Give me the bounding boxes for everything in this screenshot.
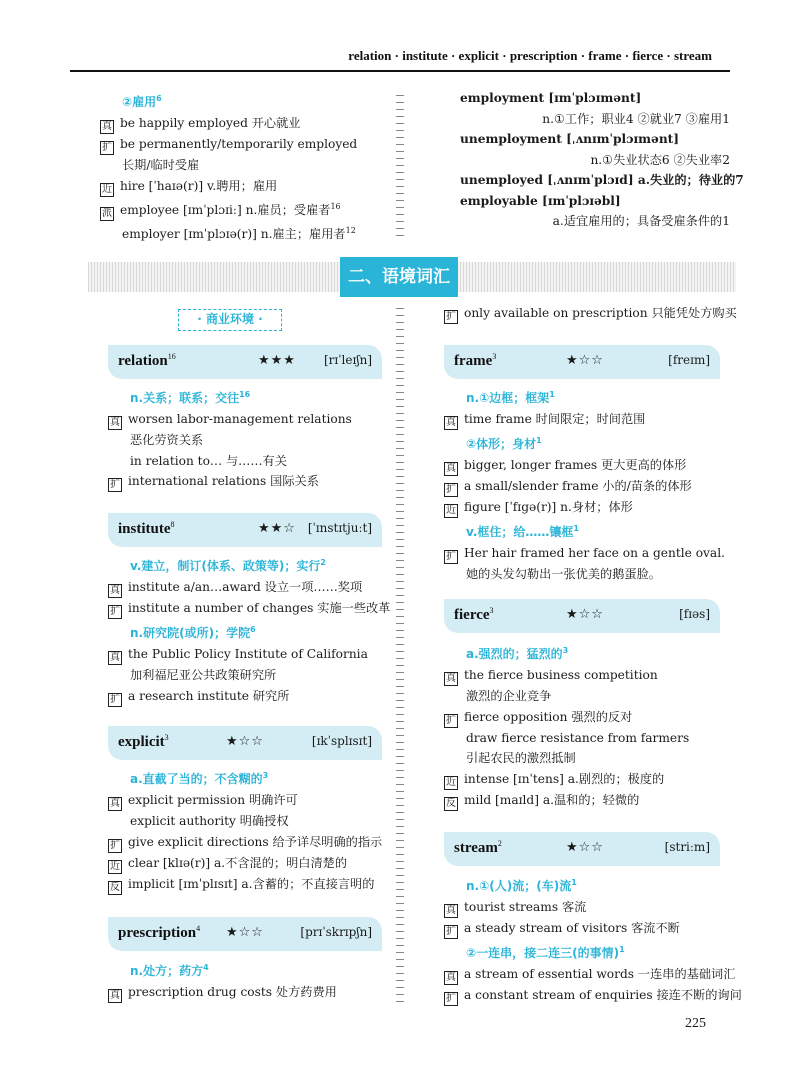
frequency-sup: 3 xyxy=(562,646,569,655)
sense-heading xyxy=(444,640,734,665)
mark-icon: 真 xyxy=(110,798,120,809)
entry-text: employee [ɪmˈplɔɪiː] n.雇员；受雇者 xyxy=(120,202,331,217)
entry-text: clear [klɪə(r)] a.不含混的；明白清楚的 xyxy=(128,855,348,870)
pronunciation: [prɪˈskrɪpʃn] xyxy=(300,925,372,939)
entry-text: mild [maɪld] a.温和的；轻微的 xyxy=(464,792,640,807)
headword xyxy=(118,924,200,942)
frequency-sup: 1 xyxy=(536,436,542,445)
running-title: relation · institute · explicit · prescription · frame · fierce · stream xyxy=(348,48,712,63)
entry-line xyxy=(444,455,734,476)
headword-text: institute xyxy=(118,521,171,537)
difficulty-stars: ★☆☆ xyxy=(566,840,604,855)
frequency-sup: 3 xyxy=(489,606,494,615)
sense-text: ②体形；身材 xyxy=(466,437,537,451)
entry-line xyxy=(108,874,398,895)
word-header-explicit xyxy=(108,726,382,760)
mark-icon: 反 xyxy=(110,881,120,893)
entry-line xyxy=(460,109,730,130)
headword-text: fierce xyxy=(454,607,490,623)
entries-fierce xyxy=(444,640,734,811)
entry-line xyxy=(444,897,734,918)
entry-line xyxy=(100,176,390,197)
entry-text: prescription drug costs 处方药费用 xyxy=(128,985,337,999)
entry-text: be permanently/temporarily employed xyxy=(120,137,358,151)
top-right-column xyxy=(460,88,744,232)
entry-line xyxy=(108,577,398,598)
entry-line xyxy=(100,197,390,221)
entry-text: a research institute 研究所 xyxy=(128,688,290,703)
entry-text: a stream of essential words 一连串的基础词汇 xyxy=(464,967,736,981)
word-header-fierce xyxy=(444,599,720,633)
entry-text: implicit [ɪmˈplɪsɪt] a.含蓄的；不直接言明的 xyxy=(128,876,375,891)
entry-text: institute a/an…award 设立一项……奖项 xyxy=(128,580,363,594)
topic-label: · 商业环境 · xyxy=(178,309,282,331)
pronunciation: [ˈɪnstɪtjuːt] xyxy=(307,521,372,535)
difficulty-stars: ★☆☆ xyxy=(226,925,264,940)
entry-text: a steady stream of visitors 客流不断 xyxy=(464,921,680,935)
entry-text: fierce opposition 强烈的反对 xyxy=(464,709,633,724)
mark-icon: 真 xyxy=(110,585,120,596)
mark-icon: 真 xyxy=(110,417,120,428)
entry-line xyxy=(108,471,398,492)
pronunciation: [striːm] xyxy=(664,840,710,854)
mark-icon: 扩 xyxy=(446,551,456,562)
headword xyxy=(454,352,496,370)
entry-line xyxy=(444,409,734,430)
entry-text: in relation to… 与……有关 xyxy=(130,453,287,468)
entry-line xyxy=(460,129,730,150)
entry-line xyxy=(444,707,734,728)
mark-icon: 真 xyxy=(102,121,112,132)
frequency-sup: 4 xyxy=(203,963,209,972)
entry-text: 她的头发勾勒出一张优美的鹅蛋脸。 xyxy=(466,567,661,581)
entry-line xyxy=(460,191,730,212)
word-header-frame xyxy=(444,345,720,379)
sense-text: n.①(人)流；(车)流 xyxy=(466,879,572,893)
pronunciation: [freɪm] xyxy=(668,353,710,367)
entries-frame xyxy=(444,384,734,585)
headword-text: frame xyxy=(454,353,493,369)
entry-text: hire [ˈhaɪə(r)] v.聘用；雇用 xyxy=(120,178,278,193)
sense-heading xyxy=(108,619,398,644)
entry-line xyxy=(460,211,730,232)
column-divider-top xyxy=(396,92,404,242)
headword-text: explicit xyxy=(118,734,165,750)
sense-heading xyxy=(444,518,734,543)
entry-line xyxy=(444,748,734,769)
entry-line xyxy=(444,476,734,497)
entry-text: be happily employed 开心就业 xyxy=(120,116,301,130)
mark-icon: 扩 xyxy=(446,993,456,1004)
entry-line xyxy=(100,155,390,176)
entry-text: tourist streams 客流 xyxy=(464,900,587,914)
headword xyxy=(118,733,169,751)
sense-heading xyxy=(444,384,734,409)
entry-line xyxy=(444,985,742,1006)
sense-heading xyxy=(444,430,734,455)
word-header-stream xyxy=(444,832,720,866)
sense-text: n.研究院(或所)；学院 xyxy=(130,626,251,640)
frequency-sup: 6 xyxy=(156,94,162,103)
running-header xyxy=(70,0,730,78)
difficulty-stars: ★☆☆ xyxy=(226,734,264,749)
entry-line xyxy=(444,564,734,585)
mark-icon: 真 xyxy=(446,905,456,916)
entries-stream xyxy=(444,872,742,1006)
entry-line xyxy=(108,598,398,619)
entry-text: Her hair framed her face on a gentle oval. xyxy=(464,546,725,560)
entry-text: the fierce business competition xyxy=(464,668,658,682)
entry-line xyxy=(108,430,398,451)
word-header-institute xyxy=(108,513,382,547)
entries-explicit xyxy=(108,765,398,895)
pronunciation: [fɪəs] xyxy=(679,607,710,621)
mark-icon: 扩 xyxy=(446,926,456,937)
entries-institute xyxy=(108,552,398,707)
entry-text: a.适宜雇用的；具备受雇条件的1 xyxy=(552,214,730,228)
entry-text: unemployment [ˌʌnɪmˈplɔɪmənt] xyxy=(460,132,680,146)
entry-text: give explicit directions 给予详尽明确的指示 xyxy=(128,834,383,849)
sense-text: n.处方；药方 xyxy=(130,964,204,978)
entry-line xyxy=(444,728,734,749)
frequency-sup: 16 xyxy=(239,390,251,399)
entries-prescription-cont xyxy=(444,303,737,324)
sense-text: n.①边框；框架 xyxy=(466,391,550,405)
entry-text: a small/slender frame 小的/苗条的体形 xyxy=(464,479,692,493)
entry-line xyxy=(108,409,398,430)
entry-text: employer [ɪmˈplɔɪə(r)] n.雇主；雇用者 xyxy=(122,226,346,241)
entry-text: worsen labor-management relations xyxy=(128,412,352,426)
header-rule xyxy=(70,70,730,72)
entry-text: institute a number of changes 实施一些改革 xyxy=(128,601,391,615)
frequency-sup: 16 xyxy=(330,201,341,211)
mark-icon: 真 xyxy=(446,972,456,983)
difficulty-stars: ★☆☆ xyxy=(566,353,604,368)
section-title: 二、语境词汇 xyxy=(340,257,458,297)
entry-text: 长期/临时受雇 xyxy=(122,158,200,172)
difficulty-stars: ★★☆ xyxy=(258,521,296,536)
sense-heading xyxy=(108,957,398,982)
entries-prescription xyxy=(108,957,398,1003)
entries-relation xyxy=(108,384,398,492)
word-header-relation xyxy=(108,345,382,379)
entry-text: 引起农民的激烈抵制 xyxy=(466,751,576,765)
entry-text: bigger, longer frames 更大更高的体形 xyxy=(464,458,687,472)
mark-icon: 扩 xyxy=(446,311,456,322)
entry-line xyxy=(444,964,734,985)
entry-line xyxy=(460,170,744,191)
sense-heading xyxy=(108,765,398,790)
entry-text: n.①工作；职业4 ②就业7 ③雇用1 xyxy=(542,111,730,126)
entry-line xyxy=(108,686,398,707)
entry-line xyxy=(444,686,734,707)
entry-text: time frame 时间限定；时间范围 xyxy=(464,412,646,426)
difficulty-stars: ★★★ xyxy=(258,353,296,368)
frequency-sup: 1 xyxy=(573,524,579,533)
sense-heading xyxy=(444,872,734,897)
word-header-prescription xyxy=(108,917,382,951)
frequency-sup: 6 xyxy=(250,625,256,634)
entry-line xyxy=(444,769,734,790)
entry-text: unemployed [ˌʌnɪmˈplɔɪd] a.失业的；待业的7 xyxy=(460,173,744,187)
entry-line xyxy=(100,221,390,245)
top-left-column xyxy=(100,88,390,244)
mark-icon: 扩 xyxy=(110,606,120,617)
entry-text: 加利福尼亚公共政策研究所 xyxy=(130,668,277,682)
entry-text: 激烈的企业竞争 xyxy=(466,689,552,703)
sense-text: v.框住；给……镶框 xyxy=(466,525,574,539)
mark-icon: 真 xyxy=(110,652,120,663)
entry-line xyxy=(108,665,398,686)
pronunciation: [ɪkˈsplɪsɪt] xyxy=(311,734,372,748)
entry-line xyxy=(108,853,398,874)
mark-icon: 扩 xyxy=(110,839,120,851)
headword-text: relation xyxy=(118,353,168,369)
frequency-sup: 12 xyxy=(345,225,356,235)
mark-icon: 真 xyxy=(446,463,456,474)
mark-icon: 真 xyxy=(446,417,456,428)
frequency-sup: 2 xyxy=(497,839,502,848)
frequency-sup: 8 xyxy=(170,520,175,529)
entry-line xyxy=(444,918,734,939)
entry-line xyxy=(444,497,734,518)
frequency-sup: 16 xyxy=(167,352,176,361)
sense-text: ②一连串，接二连三(的事情) xyxy=(466,946,620,960)
entry-line xyxy=(444,303,737,324)
entry-text: employable [ɪmˈplɔɪəbl] xyxy=(460,193,621,208)
mark-icon: 扩 xyxy=(446,484,456,495)
mark-icon: 近 xyxy=(110,860,120,872)
entry-text: a constant stream of enquiries 接连不断的询问 xyxy=(464,988,742,1002)
sense-text: a.直截了当的；不含糊的 xyxy=(130,772,263,786)
entry-text: intense [ɪnˈtens] a.剧烈的；极度的 xyxy=(464,771,665,786)
sense-heading xyxy=(108,552,398,577)
headword xyxy=(118,352,176,370)
entry-line xyxy=(108,790,398,811)
entry-text: draw fierce resistance from farmers xyxy=(466,730,690,745)
frequency-sup: 3 xyxy=(164,733,169,742)
entry-text: employment [ɪmˈplɔɪmənt] xyxy=(460,91,642,105)
entry-line xyxy=(444,790,734,811)
entry-line xyxy=(108,644,398,665)
entry-text: 恶化劳资关系 xyxy=(130,433,204,447)
mark-icon: 扩 xyxy=(110,693,120,705)
entry-line xyxy=(444,665,734,686)
entry-line xyxy=(460,88,730,109)
mark-icon: 真 xyxy=(446,673,456,684)
entry-line xyxy=(100,113,390,134)
headword xyxy=(118,520,175,538)
entry-line xyxy=(460,150,730,171)
mark-icon: 真 xyxy=(110,990,120,1001)
entry-line xyxy=(108,811,398,832)
entry-line xyxy=(108,832,398,853)
mark-icon: 扩 xyxy=(102,142,112,153)
mark-icon: 近 xyxy=(446,505,456,516)
frequency-sup: 1 xyxy=(571,878,577,887)
entry-line xyxy=(100,134,390,155)
entry-line xyxy=(108,451,398,472)
entry-text: figure [ˈfɪgə(r)] n.身材；体形 xyxy=(464,500,633,514)
mark-icon: 近 xyxy=(102,183,112,195)
entry-text: the Public Policy Institute of California xyxy=(128,647,368,661)
frequency-sup: 1 xyxy=(549,390,555,399)
frequency-sup: 2 xyxy=(320,558,326,567)
frequency-sup: 4 xyxy=(196,924,201,933)
headword-text: prescription xyxy=(118,925,197,941)
frequency-sup: 3 xyxy=(492,352,497,361)
mark-icon: 扩 xyxy=(110,479,120,490)
mark-icon: 派 xyxy=(102,207,112,219)
page-number: 225 xyxy=(685,1016,706,1031)
frequency-sup: 3 xyxy=(262,771,269,780)
sense-text: n.关系；联系；交往 xyxy=(130,391,240,405)
entry-line xyxy=(444,543,734,564)
headword xyxy=(454,839,502,857)
sense-text: ②雇用 xyxy=(122,95,157,109)
difficulty-stars: ★☆☆ xyxy=(566,607,604,622)
entry-text: n.①失业状态6 ②失业率2 xyxy=(590,152,730,167)
frequency-sup: 1 xyxy=(619,945,625,954)
entry-text: only available on prescription 只能凭处方购买 xyxy=(464,306,737,320)
sense-text: a.强烈的；猛烈的 xyxy=(466,647,563,661)
sense-heading xyxy=(100,88,390,113)
entry-text: explicit authority 明确授权 xyxy=(130,814,289,828)
headword xyxy=(454,606,494,624)
sense-heading xyxy=(444,939,734,964)
mark-icon: 扩 xyxy=(446,714,456,726)
mark-icon: 近 xyxy=(446,776,456,788)
sense-heading xyxy=(108,384,398,409)
pronunciation: [rɪˈleɪʃn] xyxy=(324,353,372,367)
sense-text: v.建立，制订(体系、政策等)；实行 xyxy=(130,559,321,573)
entry-text: explicit permission 明确许可 xyxy=(128,793,298,807)
headword-text: stream xyxy=(454,840,498,856)
mark-icon: 反 xyxy=(446,797,456,809)
entry-text: international relations 国际关系 xyxy=(128,474,319,488)
entry-line xyxy=(108,982,398,1003)
